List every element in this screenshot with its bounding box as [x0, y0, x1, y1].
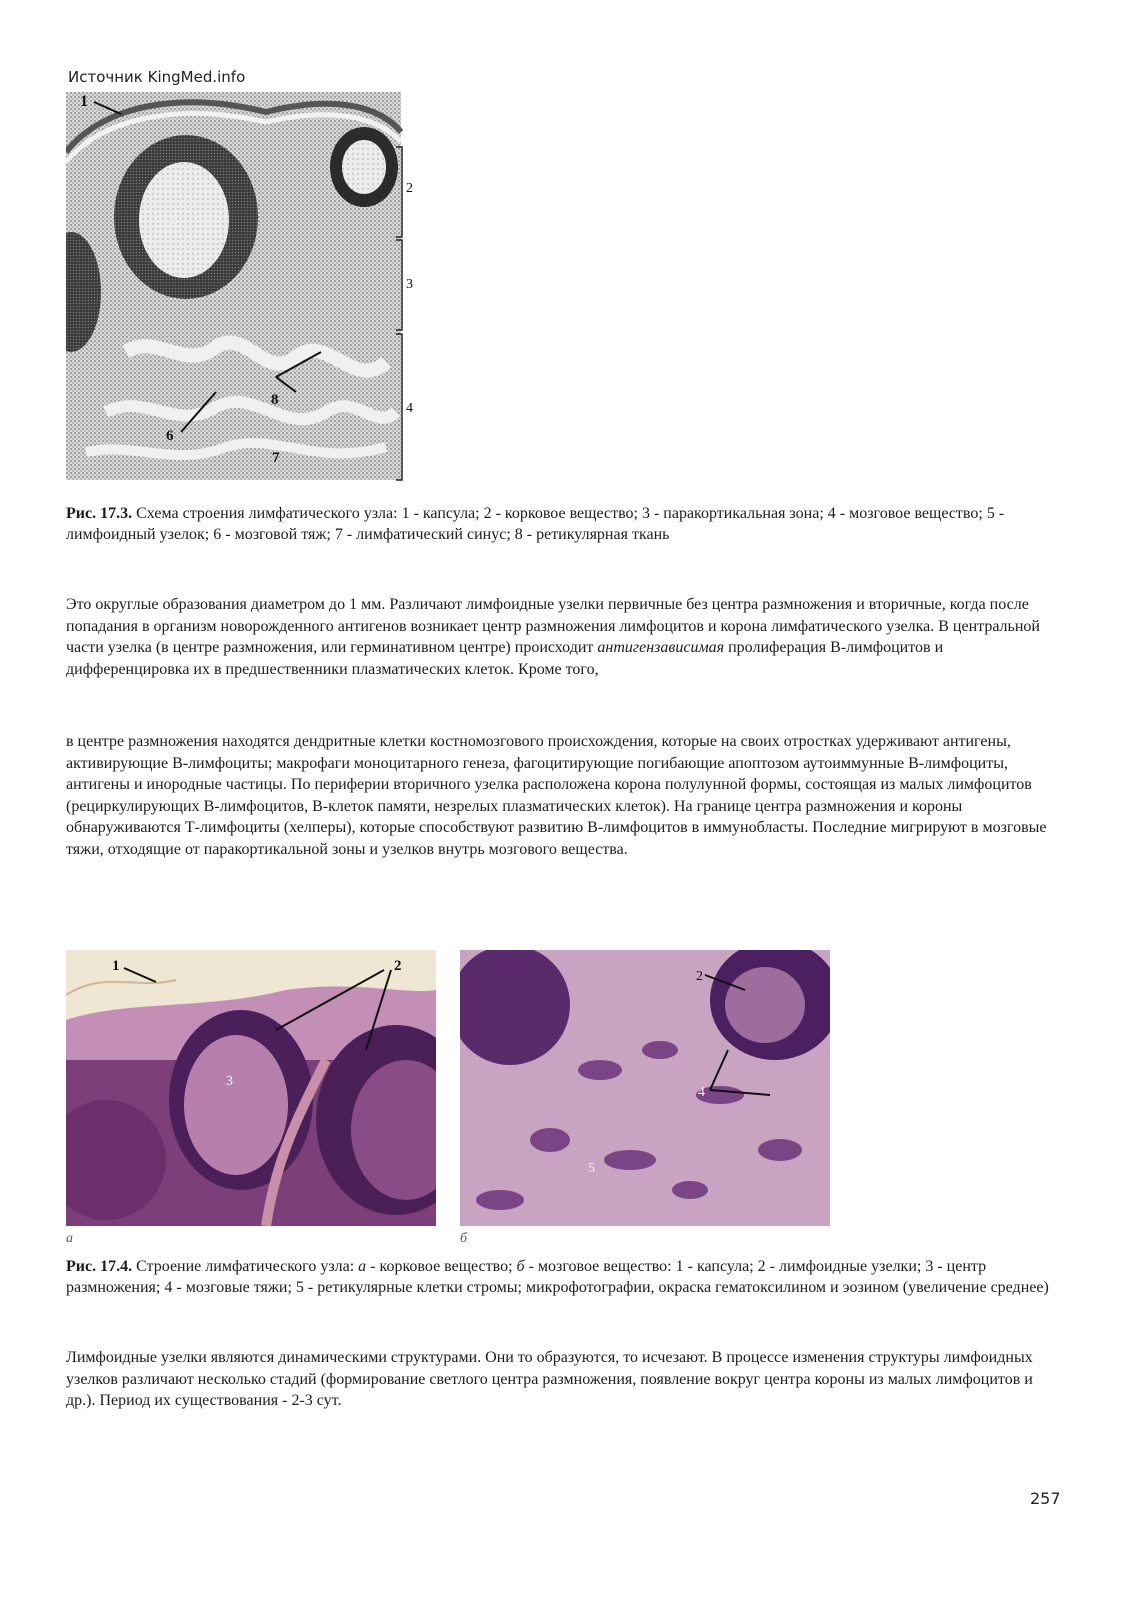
panel-b-sublabel: б [460, 1231, 468, 1246]
fig2b-label-4: 4 [698, 1085, 705, 1100]
figure2-caption-part3: - мозговое вещество: 1 - капсула; 2 - лимфоидные узелки; 3 - центр размножения; 4 - мозговые тяжи; 5 - ретикулярные клетки стромы; микрофотографии, окраска гематоксилином и эозином (увеличение среднее) [66, 1258, 1049, 1296]
micrograph-medulla-photo [460, 950, 830, 1226]
lymph-node-schematic-figure [66, 92, 426, 492]
page-number: 257 [1030, 1489, 1061, 1508]
paragraph-2: в центре размножения находятся дендритные клетки костномозгового происхождения, которые на своих отростках удерживают антигены, активирующие В-лимфоциты; макрофаги моноцитарного генеза, фагоцитирующие погибающие апоптозом аутоиммунные В-лимфоциты, антигены и инородные частицы. По периферии вторичного узелка расположена корона полулунной формы, состоящая из малых лимфоцитов (рециркулирующих В-лимфоцитов, В-клеток памяти, незрелых плазматических клеток). На границе центра размножения и короны обнаруживаются Т-лимфоциты (хелперы), которые способствуют развитию В-лимфоцитов в иммунобласты. Последние мигрируют в мозговые тяжи, отходящие от паракортикальной зоны и узелков внутрь мозгового вещества. [66, 733, 1047, 858]
figure2-caption-part2: - корковое вещество; [366, 1258, 517, 1275]
fig1-label-1: 1 [80, 93, 88, 110]
fig2a-label-3: 3 [226, 1074, 233, 1089]
source-header: Источник KingMed.info [68, 68, 246, 86]
fig2a-label-2: 2 [394, 958, 402, 974]
figure2-caption-part1: Строение лимфатического узла: [132, 1258, 359, 1275]
paragraph-1-part1: Это округлые образования диаметром до 1 мм. Различают лимфоидные узелки первичные без центра размножения и вторичные, когда после попадания в организм новорожденного антигенов возникает центр размножения лимфоцитов и корона лимфатического узелка. В центральной части узелка (в центре размножения, или герминативном центре) происходит [66, 596, 1040, 657]
fig1-label-7: 7 [272, 450, 280, 466]
figure2-caption-a: а [358, 1258, 367, 1275]
paragraph-1 [66, 594, 1066, 680]
fig1-label-4: 4 [406, 401, 413, 416]
fig1-label-6: 6 [166, 428, 174, 444]
fig2a-label-1: 1 [112, 958, 120, 974]
paragraph-1-italic: антигензависимая [597, 639, 725, 657]
fig1-label-2: 2 [406, 181, 413, 196]
fig1-label-3: 3 [406, 277, 413, 292]
figure1-caption-number: Рис. 17.3. [66, 505, 133, 522]
figure2-caption [66, 1256, 1066, 1298]
figure2-caption-number: Рис. 17.4. [66, 1258, 133, 1275]
panel-a-sublabel: а [66, 1231, 73, 1246]
fig1-label-5: 5 [171, 213, 178, 228]
figure1-caption-text: Схема строения лимфатического узла: 1 - капсула; 2 - корковое вещество; 3 - паракортикальная зона; 4 - мозговое вещество; 5 - лимфоидный узелок; 6 - мозговой тяж; 7 - лимфатический синус; 8 - ретикулярная ткань [66, 505, 1005, 543]
fig2b-label-5: 5 [588, 1161, 595, 1176]
fig2b-label-2: 2 [696, 969, 703, 984]
micrograph-cortex-photo [66, 950, 436, 1226]
figure2-caption-b: б [516, 1258, 525, 1275]
paragraph-3: Лимфоидные узелки являются динамическими структурами. Они то образуются, то исчезают. В процессе изменения структуры лимфоидных узелков различают несколько стадий (формирование светлого центра размножения, появление вокруг центра короны из малых лимфоцитов и др.). Период их существования - 2-3 сут. [66, 1349, 1033, 1410]
fig1-label-8: 8 [271, 392, 279, 408]
figure1-caption [66, 503, 1066, 545]
paragraph-1-part2: пролиферация В-лимфоцитов и дифференцировка их в предшественники плазматических клеток. Кроме того, [66, 639, 944, 678]
